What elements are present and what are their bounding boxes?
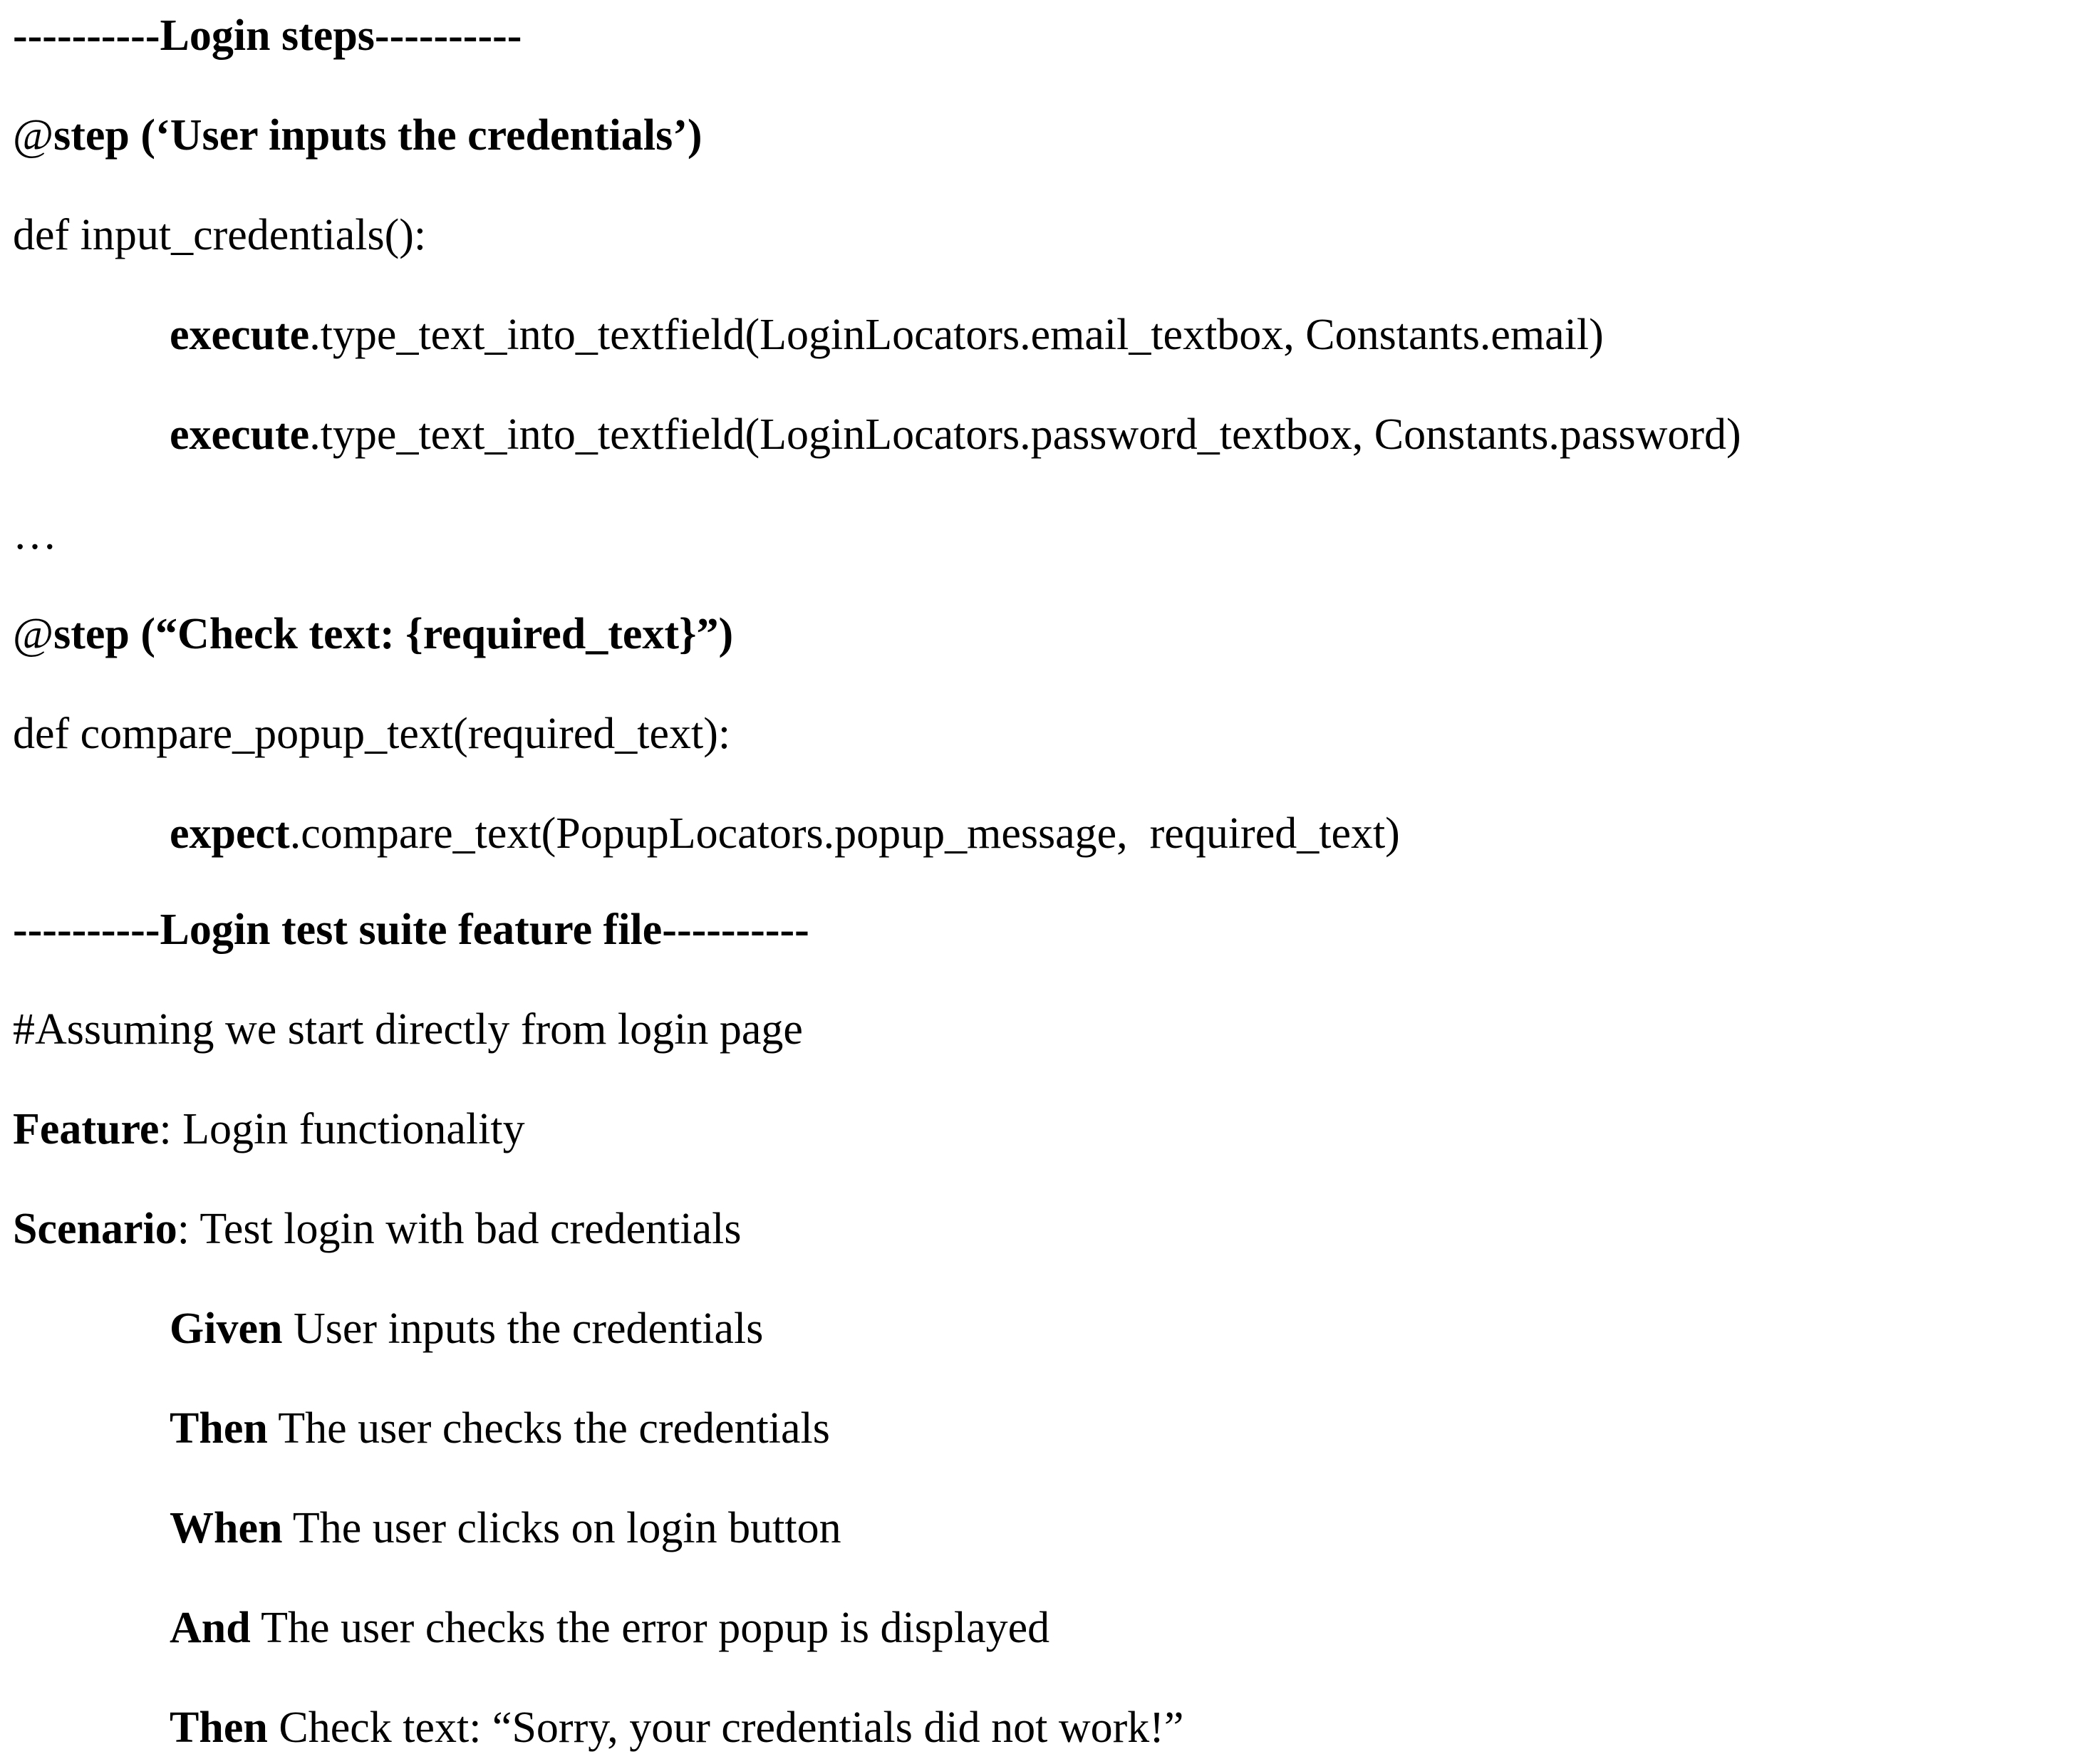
scenario-keyword: Scenario [13,1205,177,1253]
gherkin-step-text: The user checks the error popup is displayed [250,1604,1050,1652]
decorator-at: @ [13,111,54,160]
decorator-text: Check text: {required_text} [177,610,697,658]
step-decorator-user-inputs [13,100,703,171]
execute-keyword: execute [170,311,310,359]
decorator-open: (“ [129,610,178,658]
comment-line: #Assuming we start directly from login page [13,1005,803,1054]
gherkin-step-text: The user checks the credentials [267,1404,830,1453]
def-input-credentials: def input_credentials(): [13,211,427,259]
execute-call: .type_text_into_textfield(LoginLocators.email_textbox, Constants.email) [309,311,1604,359]
scenario-line [13,1193,742,1265]
decorator-keyword: step [53,610,130,658]
step-decorator-check-text [13,598,733,670]
def-compare-popup-text: def compare_popup_text(required_text): [13,710,731,758]
gherkin-step [170,1293,763,1364]
expect-call: .compare_text(PopupLocators.popup_message, required_text) [289,809,1400,858]
execute-email-line [170,299,1604,370]
execute-password-line [170,399,1741,470]
gherkin-keyword: Given [170,1304,283,1353]
gherkin-keyword: When [170,1504,283,1552]
expect-line [170,798,1400,869]
decorator-open: (‘ [129,111,170,160]
gherkin-keyword: Then [170,1404,268,1453]
feature-file-heading: ----------Login test suite feature file---------- [13,906,809,954]
gherkin-step [170,1493,841,1564]
feature-line [13,1094,525,1165]
gherkin-step [170,1393,830,1464]
gherkin-keyword: Then [170,1703,268,1752]
ellipsis: … [13,510,57,559]
gherkin-step-text: The user clicks on login button [282,1504,841,1552]
decorator-close: ”) [696,610,734,658]
decorator-text: User inputs the credentials [170,111,673,160]
decorator-at: @ [13,610,54,658]
feature-description: : Login functionality [159,1105,525,1153]
execute-call: .type_text_into_textfield(LoginLocators.password_textbox, Constants.password) [309,410,1741,459]
gherkin-step-text: User inputs the credentials [282,1304,764,1353]
gherkin-step-text: Check text: “Sorry, your credentials did not work!” [267,1703,1184,1752]
scenario-description: : Test login with bad credentials [177,1205,742,1253]
decorator-keyword: step [53,111,130,160]
gherkin-keyword: And [170,1604,251,1652]
gherkin-step [170,1692,1183,1763]
gherkin-step [170,1592,1049,1664]
execute-keyword: execute [170,410,310,459]
decorator-close: ’) [673,111,703,160]
expect-keyword: expect [170,809,290,858]
login-steps-heading: ----------Login steps---------- [13,11,522,60]
feature-keyword: Feature [13,1105,160,1153]
